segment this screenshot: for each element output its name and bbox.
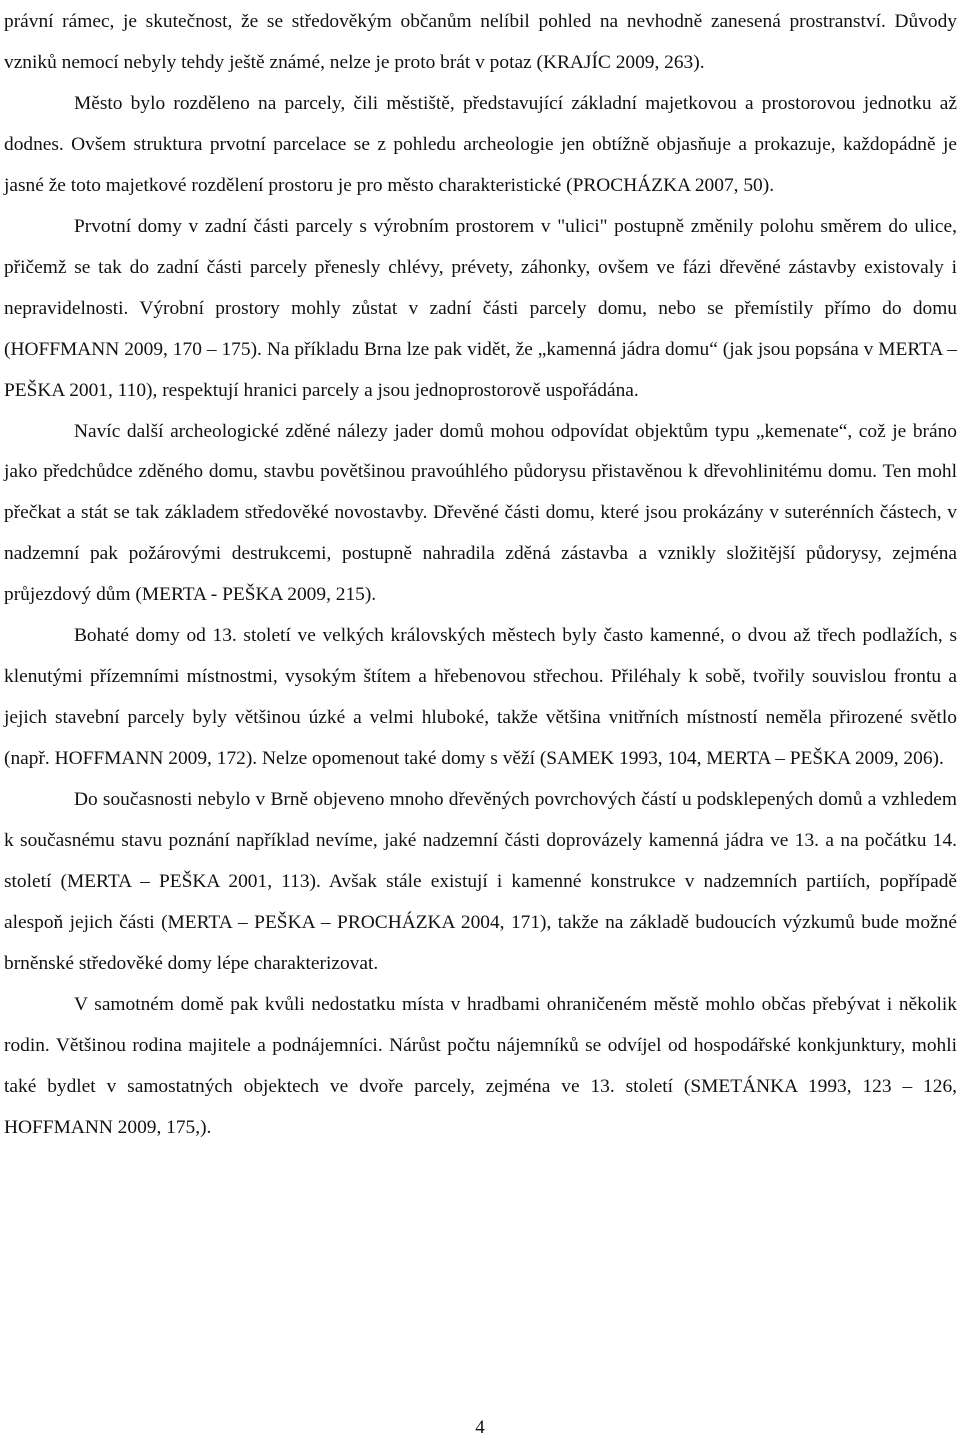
paragraph-brno-findings: Do současnosti nebylo v Brně objeveno mnoho dřevěných povrchových částí u podsklepených domů a vzhledem k současnému stavu poznání například nevíme, jaké nadzemní části doprovázely kamenná jádra ve 13. a na počátku 14. století (MERTA – PEŠKA 2001, 113). Avšak stále existují i kamenné konstrukce v nadzemních partiích, popřípadě alespoň jejich části (MERTA – PEŠKA – PROCHÁZKA 2004, 171), takže na základě budoucích výzkumů bude možné brněnské středověké domy lépe charakterizovat. (4, 789, 957, 974)
body-text (4, 2, 957, 1149)
paragraph-kemenate: Navíc další archeologické zděné nálezy jader domů mohou odpovídat objektům typu „kemenate“, což je bráno jako předchůdce zděného domu, stavbu povětšinou pravoúhlého půdorysu přistavěnou k dřevohlinitému domu. Ten mohl přečkat a stát se tak základem středověké novostavby. Dřevěné části domu, které jsou prokázány v suterénních částech, v nadzemní pak požárovými destrukcemi, postupně nahradila zděná zástavba a vznikly složitější půdorysy, zejména průjezdový dům (MERTA - PEŠKA 2009, 215). (4, 420, 957, 606)
paragraph-first-houses: Prvotní domy v zadní části parcely s výrobním prostorem v "ulici" postupně změnily polohu směrem do ulice, přičemž se tak do zadní části parcely přenesly chlévy, prévety, záhonky, ovšem ve fázi dřevěné zástavby existovaly i nepravidelnosti. Výrobní prostory mohly zůstat v zadní části parcely domu, nebo se přemístily přímo do domu (HOFFMANN 2009, 170 – 175). Na příkladu Brna lze pak vidět, že „kamenná jádra domu“ (jak jsou popsána v MERTA – PEŠKA 2001, 110), respektují hranici parcely a jsou jednoprostorově uspořádána. (4, 215, 957, 401)
paragraph-rich-houses: Bohaté domy od 13. století ve velkých královských městech byly často kamenné, o dvou až třech podlažích, s klenutými přízemními místnostmi, vysokým štítem a hřebenovou střechou. Přiléhaly k sobě, tvořily souvislou frontu a jejich stavební parcely byly většinou úzké a velmi hluboké, takže většina vnitřních místností neměla přirozené světlo (např. HOFFMANN 2009, 172). Nelze opomenout také domy s věží (SAMEK 1993, 104, MERTA – PEŠKA 2009, 206). (4, 625, 957, 770)
paragraph-city-parcels: Město bylo rozděleno na parcely, čili městiště, představující základní majetkovou a prostorovou jednotku až dodnes. Ovšem struktura prvotní parcelace se z pohledu archeologie jen obtížně objasňuje a prokazuje, každopádně je jasné že toto majetkové rozdělení prostoru je pro město charakteristické (PROCHÁZKA 2007, 50). (4, 92, 957, 196)
paragraph-inhabitants: V samotném domě pak kvůli nedostatku místa v hradbami ohraničeném městě mohlo občas přebývat i několik rodin. Většinou rodina majitele a podnájemníci. Nárůst počtu nájemníků se odvíjel od hospodářské konkjunktury, mohli také bydlet v samostatných objektech ve dvoře parcely, zejména ve 13. století (SMETÁNKA 1993, 123 – 126, HOFFMANN 2009, 175,). (4, 993, 957, 1138)
paragraph-continuation: právní rámec, je skutečnost, že se středověkým občanům nelíbil pohled na nevhodně zanesená prostranství. Důvody vzniků nemocí nebyly tehdy ještě známé, nelze je proto brát v potaz (KRAJÍC 2009, 263). (4, 11, 957, 73)
page-number: 4 (475, 1417, 485, 1438)
